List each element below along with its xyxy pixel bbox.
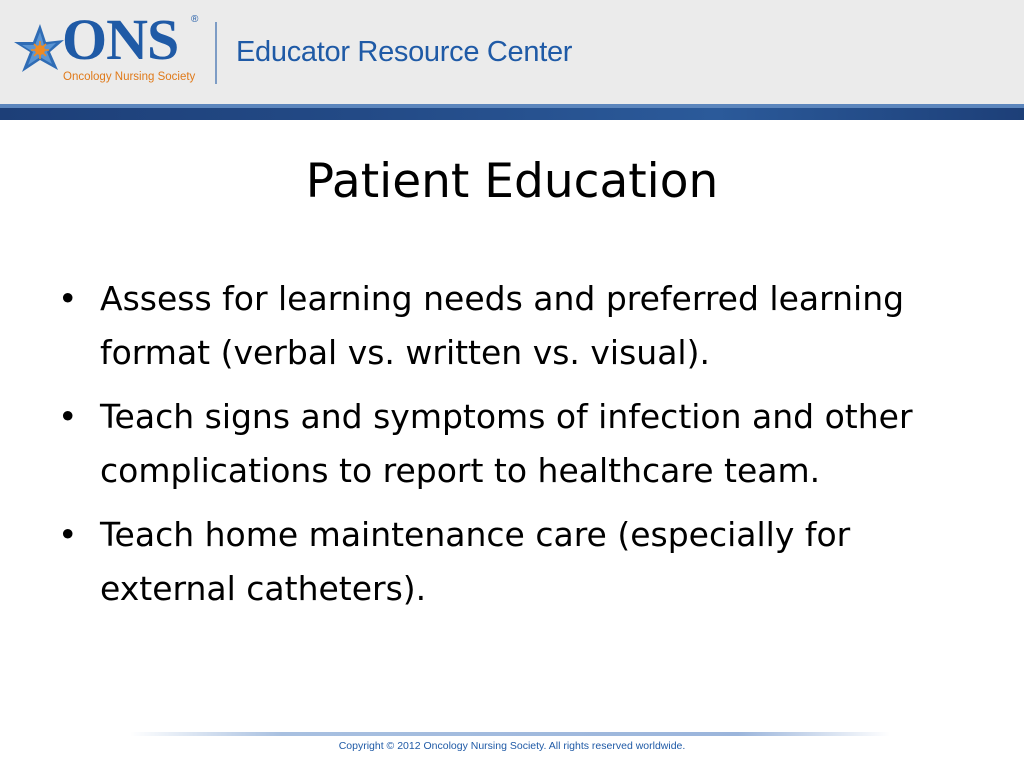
bullet-text: Teach signs and symptoms of infection and other complications to report to healthcare team. [100,397,913,490]
bullet-item [58,390,958,498]
bullet-icon: • [58,515,78,554]
header-stripe [0,104,1024,120]
logo-subtitle: Oncology Nursing Society [63,71,196,83]
ons-logo-text: ONS [62,7,179,72]
header-title: Educator Resource Center [236,36,573,68]
registered-mark: ® [191,14,199,25]
bullet-icon: • [58,397,78,436]
bullet-text: Assess for learning needs and preferred learning format (verbal vs. written vs. visual). [100,279,905,372]
footer-copyright: Copyright © 2012 Oncology Nursing Society. All rights reserved worldwide. [338,740,686,752]
bullet-item [58,508,958,616]
bullet-item [58,272,958,380]
slide-title: Patient Education [305,154,719,209]
bullet-list [58,272,958,626]
header-bar [0,0,1024,104]
footer-divider [130,732,890,736]
header-divider [215,22,217,84]
bullet-icon: • [58,279,78,318]
bullet-text: Teach home maintenance care (especially for external catheters). [100,515,851,608]
